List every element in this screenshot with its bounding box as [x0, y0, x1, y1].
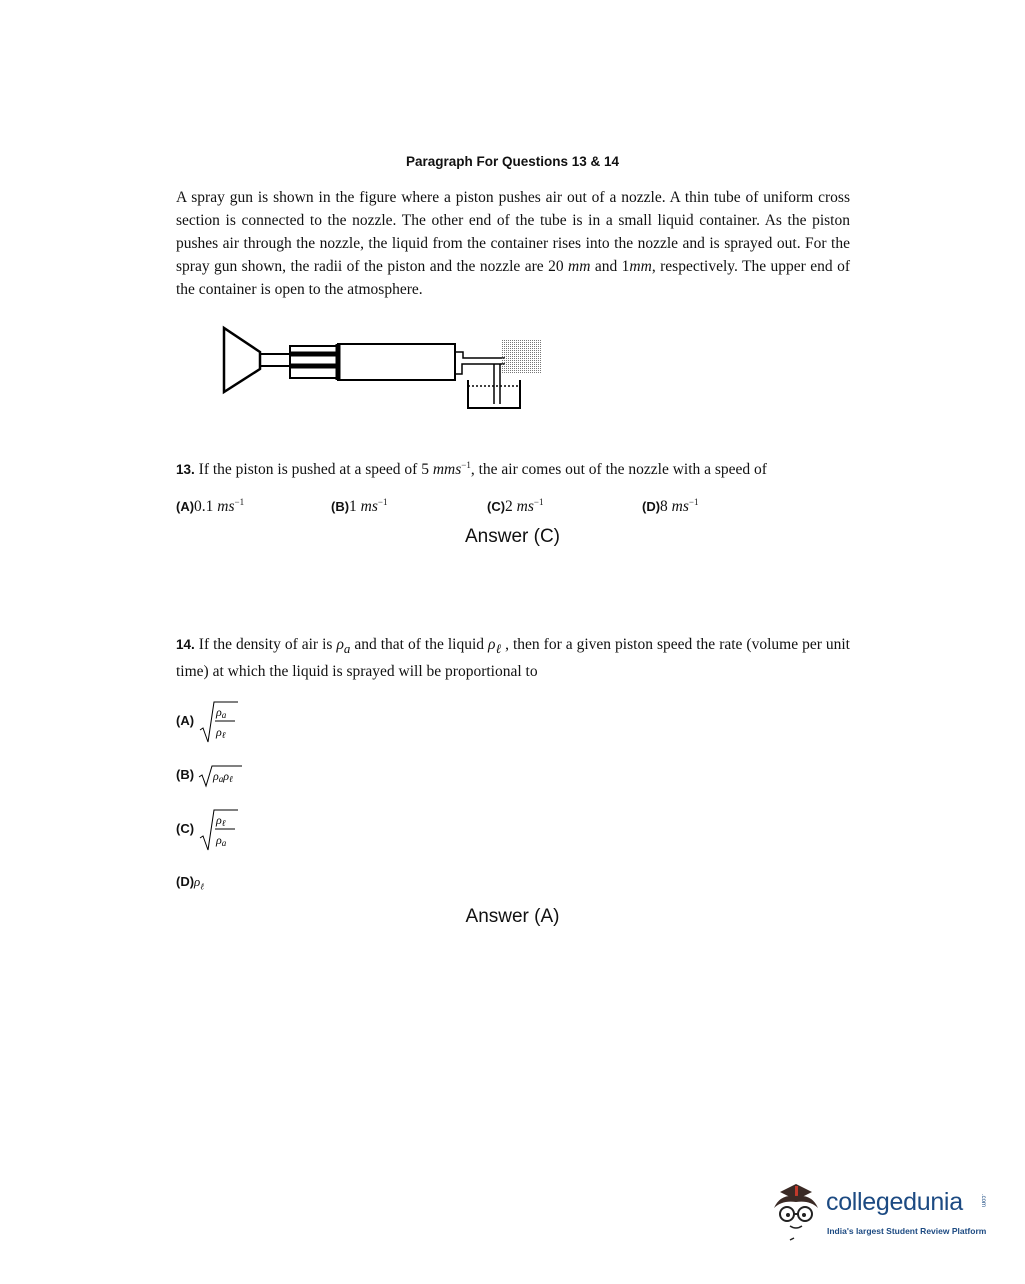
option-value: 0.1	[194, 498, 218, 516]
barrel	[338, 344, 455, 380]
option-unit: ms	[217, 498, 235, 516]
option-label: (B)	[176, 767, 195, 782]
paragraph-text-1: A spray gun is shown in the figure where a piston pushes air out of a nozzle. A thin tube of uniform cross section is connected to the nozzle. The other end of the tube is in a small liquid container. As the piston pushes air through the nozzle, the liquid from the container rises into the nozzle and is sprayed out. For the spray gun shown, the radii of the piston and the nozzle are 20	[176, 189, 850, 275]
piston-handle	[224, 328, 260, 392]
sqrt-product	[198, 764, 244, 788]
rho-l-sub: ℓ	[495, 641, 502, 657]
question-13-option-d	[642, 497, 698, 516]
question-13	[176, 460, 767, 479]
option-unit: ms	[360, 498, 378, 516]
option-exp: −1	[533, 497, 544, 507]
piston-rod	[260, 346, 338, 378]
mascot-icon	[766, 1178, 824, 1244]
option-label: (A)	[176, 713, 195, 728]
paragraph-unit-1: mm	[568, 258, 591, 275]
sqrt-fraction-l-over-a	[198, 808, 238, 852]
spray-gun-figure	[220, 324, 560, 414]
question-13-option-b	[331, 497, 387, 516]
rho-l-d: $\rho_\ell$	[194, 874, 205, 892]
svg-text:ρa: ρa	[216, 833, 227, 848]
question-14	[176, 633, 850, 683]
brand-name: collegedunia	[826, 1188, 963, 1216]
page-heading: Paragraph For Questions 13 & 14	[405, 154, 620, 169]
question-13-option-a	[176, 497, 244, 516]
paragraph-text-2: and 1	[590, 258, 630, 275]
option-exp: −1	[377, 497, 388, 507]
question-13-answer: Answer (C)	[464, 526, 560, 547]
option-exp: −1	[688, 497, 699, 507]
option-label: (D)	[176, 874, 195, 889]
option-label: (D)	[642, 499, 661, 515]
nozzle	[455, 352, 505, 374]
option-unit: ms	[671, 498, 689, 516]
question-13-text-a: If the piston is pushed at a speed of 5	[194, 461, 433, 479]
brand-suffix: .com	[980, 1194, 986, 1208]
question-13-number: 13.	[176, 462, 195, 478]
option-unit: ms	[516, 498, 534, 516]
collegedunia-logo	[766, 1178, 996, 1248]
question-13-option-c	[487, 497, 543, 516]
question-14-text-c: , then for a given piston speed the rate (volume per unit time) at which the liquid is sprayed will be proportional to	[176, 636, 850, 681]
option-label: (B)	[331, 499, 350, 515]
question-14-text-b: and that of the liquid	[350, 636, 488, 653]
question-13-exp: −1	[461, 460, 471, 470]
spray	[502, 340, 542, 374]
option-value: 8	[660, 498, 672, 516]
option-label: (C)	[176, 821, 195, 836]
question-14-number: 14.	[176, 637, 195, 652]
option-value: 1	[349, 498, 361, 516]
paragraph-text-3: , respectively. The upper end of the container is open to the atmosphere.	[176, 258, 850, 298]
option-value: 2	[505, 498, 517, 516]
question-13-unit: mms	[432, 461, 462, 479]
sqrt-fraction-a-over-l	[198, 700, 238, 744]
rho-a-symbol: ρ	[336, 636, 344, 653]
question-13-text-b: , the air comes out of the nozzle with a speed of	[470, 461, 767, 479]
rho-l-symbol: ρ	[488, 636, 496, 653]
question-14-answer: Answer (A)	[465, 906, 560, 927]
svg-text:ρa: ρa	[216, 705, 227, 720]
svg-text:ρℓ: ρℓ	[216, 725, 226, 740]
paragraph	[176, 186, 850, 301]
rho-a-sub: a	[343, 641, 351, 657]
paragraph-unit-2: mm	[629, 258, 652, 275]
option-label: (A)	[176, 499, 195, 515]
question-14-text-a: If the density of air is	[194, 636, 337, 653]
question-14-option-d	[176, 873, 204, 892]
option-label: (C)	[487, 499, 506, 515]
option-exp: −1	[234, 497, 245, 507]
svg-text:ρℓ: ρℓ	[216, 813, 226, 828]
svg-text:ρaρℓ: ρaρℓ	[213, 769, 233, 784]
brand-tagline: India's largest Student Review Platform	[827, 1226, 987, 1236]
